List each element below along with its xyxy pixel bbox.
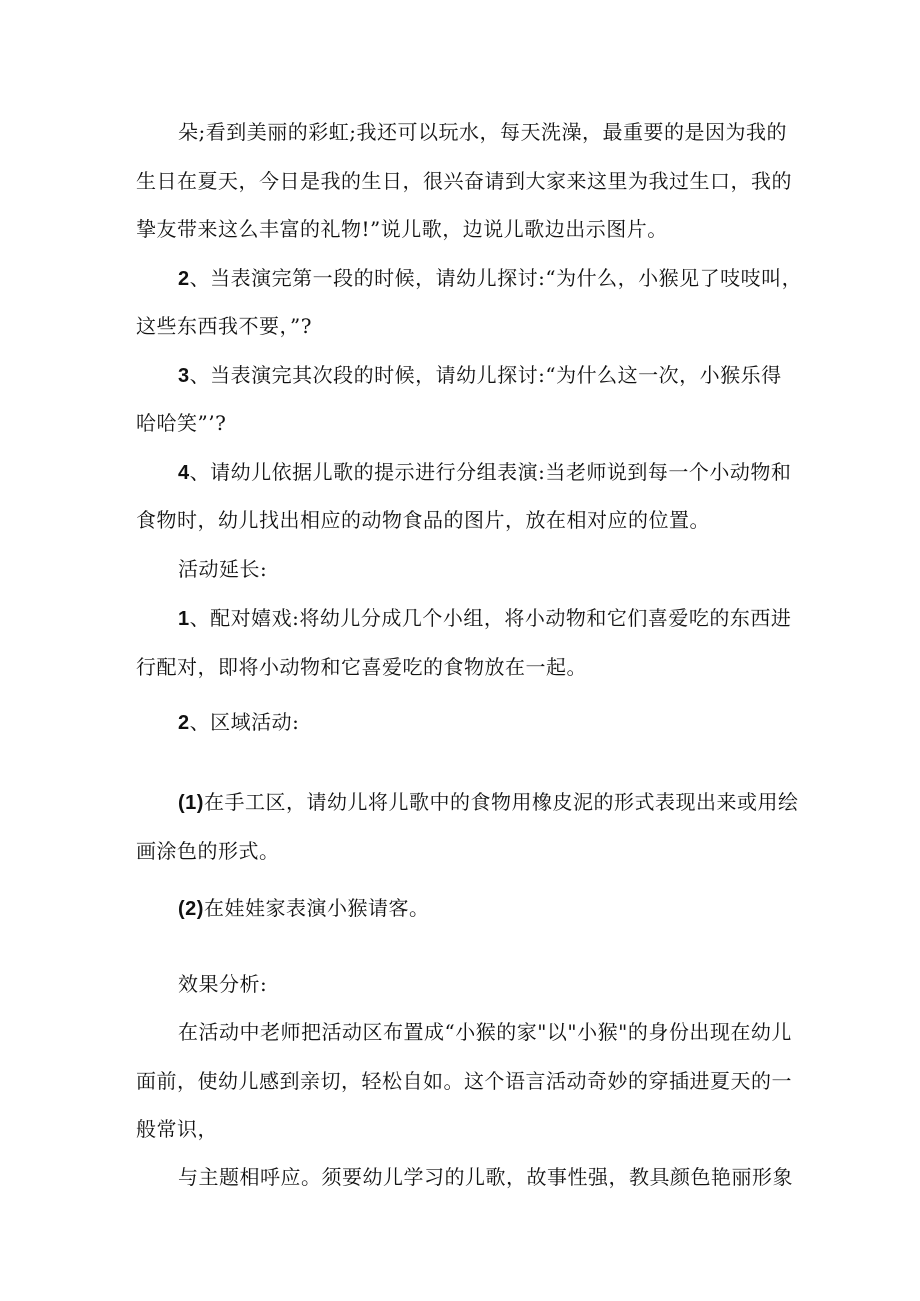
line-text: 朵;看到美丽的彩虹;我还可以玩水，每天洗澡，最重要的是因为我的 [178, 120, 787, 144]
line-text: 在活动中老师把活动区布置成“小猴的家"以"小猴"的身份出现在幼儿 [178, 1020, 792, 1044]
paragraph-line [136, 169, 796, 193]
paragraph-line [136, 1069, 796, 1093]
paragraph-line [136, 314, 796, 338]
list-item-2 [178, 266, 838, 291]
item-number: (2) [178, 898, 204, 920]
item-number: 1 [178, 608, 190, 630]
list-item-3 [178, 363, 838, 388]
paragraph-line [178, 1020, 838, 1044]
paragraph-line [178, 120, 838, 144]
line-text: 行配对，即将小动物和它喜爱吃的食物放在一起。 [136, 655, 587, 679]
line-text: 哈哈笑”’? [136, 411, 227, 435]
line-text: 、区域活动: [189, 710, 300, 734]
section-heading-analysis [178, 972, 838, 996]
line-text: 在手工区，请幼儿将儿歌中的食物用橡皮泥的形式表现出来或用绘 [203, 790, 799, 814]
list-item-1 [178, 606, 838, 631]
section-heading-extension [178, 557, 838, 581]
item-number: 3 [178, 365, 190, 387]
line-text: 、当表演完第一段的时候，请幼儿探讨:“为什么，小猴见了吱吱叫， [189, 266, 803, 290]
line-text: 这些东西我不要，”? [136, 314, 312, 338]
line-text: 、当表演完其次段的时候，请幼儿探讨:“为什么这一次，小猴乐得 [189, 363, 782, 387]
line-text: 生日在夏天，今日是我的生日，很兴奋请到大家来这里为我过生口，我的 [136, 169, 792, 193]
line-text: 般常识， [136, 1117, 218, 1141]
item-number: 2 [178, 268, 190, 290]
line-text: 面前，使幼儿感到亲切，轻松自如。这个语言活动奇妙的穿插进夏天的一 [136, 1069, 792, 1093]
list-item-2b [178, 710, 838, 735]
line-text: 、请幼儿依据儿歌的提示进行分组表演:当老师说到每一个小动物和 [189, 460, 792, 484]
paragraph-line [178, 1165, 838, 1189]
line-text: 与主题相呼应。须要幼儿学习的儿歌，故事性强，教具颜色艳丽形象 [178, 1165, 793, 1189]
paragraph-line [136, 839, 796, 863]
heading-text: 活动延长: [178, 557, 268, 581]
list-item-4 [178, 460, 838, 485]
line-text: 在娃娃家表演小猴请客。 [203, 896, 430, 920]
paragraph-line [136, 655, 796, 679]
heading-text: 效果分析: [178, 972, 268, 996]
line-text: 食物时，幼儿找出相应的动物食品的图片，放在相对应的位置。 [136, 508, 710, 532]
paragraph-line [136, 1117, 796, 1141]
paragraph-line [136, 217, 796, 241]
sub-item-2 [178, 896, 838, 921]
line-text: 挚友带来这么丰富的礼物!”说儿歌，边说儿歌边出示图片。 [136, 217, 668, 241]
paragraph-line [136, 411, 796, 435]
paragraph-line [136, 508, 796, 532]
line-text: 画涂色的形式。 [136, 839, 280, 863]
item-number: (1) [178, 792, 204, 814]
item-number: 4 [178, 462, 190, 484]
sub-item-1 [178, 790, 838, 815]
line-text: 、配对嬉戏:将幼儿分成几个小组，将小动物和它们喜爱吃的东西进 [189, 606, 792, 630]
item-number: 2 [178, 712, 190, 734]
